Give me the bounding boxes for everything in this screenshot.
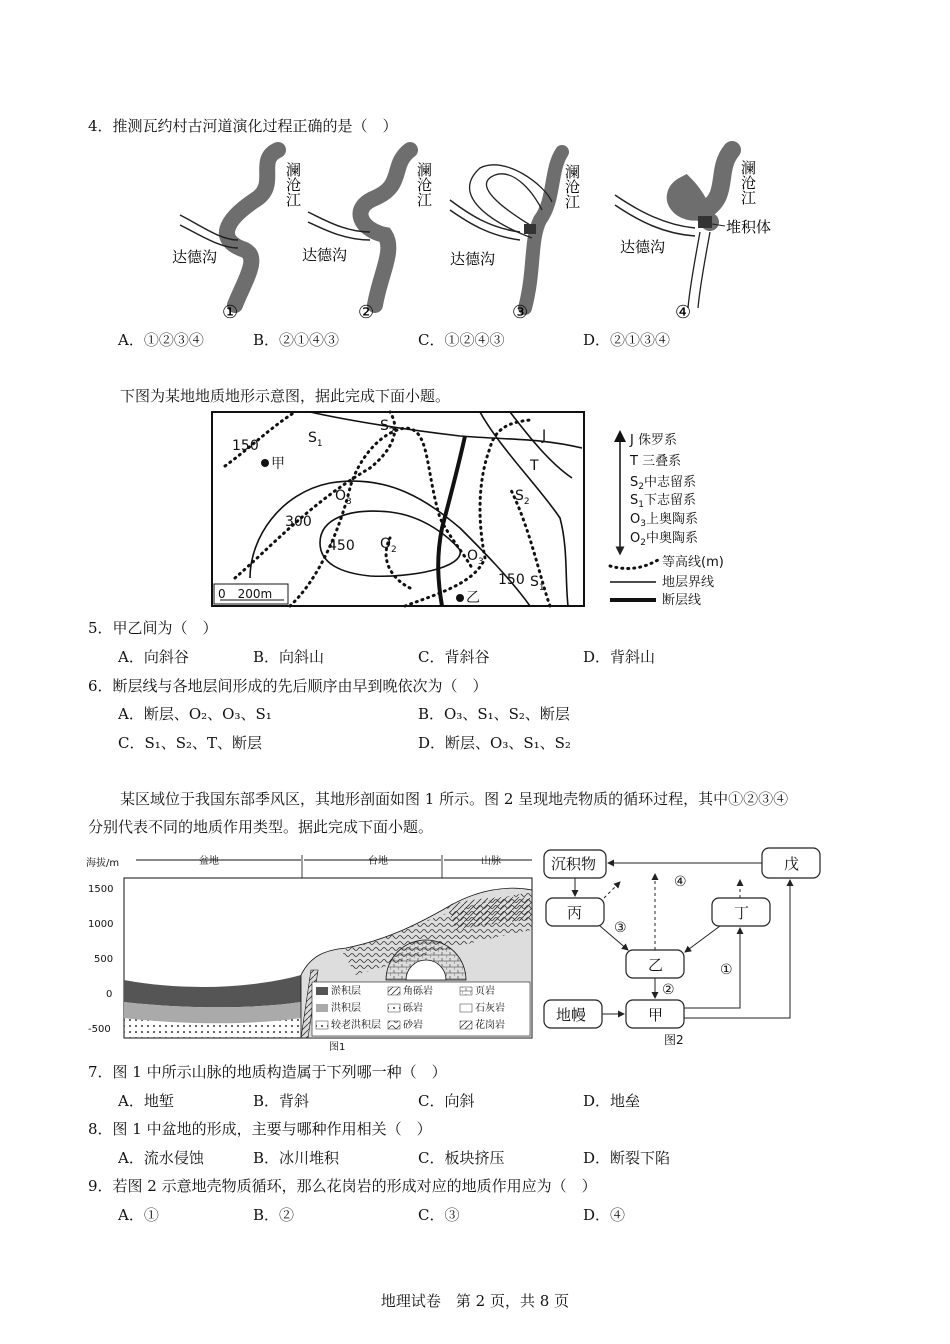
process-2: ② xyxy=(662,982,675,998)
panel-3 xyxy=(450,152,581,323)
point-jia: 甲 xyxy=(271,456,285,472)
q4-option-c[interactable]: C．①②④③ xyxy=(418,331,505,349)
q8-option-d[interactable]: D．断裂下陷 xyxy=(583,1149,671,1167)
svg-text:S2: $S_2$ xyxy=(380,418,395,437)
process-4: ④ xyxy=(674,874,687,890)
svg-text:0: 0 xyxy=(106,989,113,1000)
node-jia: 甲 xyxy=(648,1006,664,1024)
question-8-stem: 8．图 1 中盆地的形成，主要与哪种作用相关（ ） xyxy=(88,1120,432,1138)
panel-num-1: ① xyxy=(222,302,239,323)
svg-text:石灰岩: 石灰岩 xyxy=(475,1003,505,1014)
q7-option-a[interactable]: A．地堑 xyxy=(118,1092,174,1110)
svg-text:S1: $S_1$ xyxy=(308,430,323,449)
question-9-stem: 9．若图 2 示意地壳物质循环，那么花岗岩的形成对应的地质作用应为（ ） xyxy=(88,1177,597,1195)
svg-text:砂岩: 砂岩 xyxy=(403,1020,423,1031)
q5-option-d[interactable]: D．背斜山 xyxy=(583,648,656,666)
q4-option-a[interactable]: A．①②③④ xyxy=(118,331,204,349)
figure-2-rock-cycle xyxy=(540,846,830,1051)
svg-text:J: J xyxy=(542,428,547,444)
panel-1 xyxy=(172,150,302,323)
q8-option-b[interactable]: B．冰川堆积 xyxy=(253,1149,340,1167)
q7-option-c[interactable]: C．向斜 xyxy=(418,1092,475,1110)
svg-text:S2: $S_2$ xyxy=(515,488,530,507)
legend-fault: 断层线 xyxy=(662,593,702,608)
svg-text:J 侏罗系: J 侏罗系 xyxy=(630,433,677,448)
contour-300: 300 xyxy=(285,514,312,530)
stream-label-2: 达德沟 xyxy=(302,246,348,264)
page-footer: 地理试卷 第 2 页，共 8 页 xyxy=(380,1292,570,1310)
q5-option-c[interactable]: C．背斜谷 xyxy=(418,648,490,666)
node-sediment: 沉积物 xyxy=(551,855,597,873)
q8-option-c[interactable]: C．板块挤压 xyxy=(418,1149,505,1167)
q8-option-a[interactable]: A．流水侵蚀 xyxy=(118,1149,204,1167)
fig2-caption: 图2 xyxy=(664,1033,684,1047)
question-5-stem: 5．甲乙间为（ ） xyxy=(88,619,218,637)
svg-text:洪积层: 洪积层 xyxy=(331,1003,361,1014)
q6-option-c[interactable]: C．S₁、S₂、T、断层 xyxy=(118,734,263,752)
panel-4 xyxy=(615,150,771,323)
region-intro-line2: 分别代表不同的地质作用类型。据此完成下面小题。 xyxy=(88,818,434,836)
svg-text:500: 500 xyxy=(94,954,114,965)
question-4-stem: 4．推测瓦约村古河道演化过程正确的是（ ） xyxy=(88,117,398,135)
q6-option-b[interactable]: B．O₃、S₁、S₂、断层 xyxy=(418,705,570,723)
geology-intro: 下图为某地地质地形示意图，据此完成下面小题。 xyxy=(120,387,451,405)
svg-text:T: T xyxy=(530,458,539,474)
q9-option-c[interactable]: C．③ xyxy=(418,1206,460,1224)
process-3: ③ xyxy=(614,920,627,936)
panel-num-4: ④ xyxy=(675,302,692,323)
point-yi: 乙 xyxy=(466,590,480,606)
node-bing: 丙 xyxy=(567,904,583,922)
svg-text:-500: -500 xyxy=(88,1024,111,1035)
svg-text:O2中奥陶系: $O_2$中奥陶系 xyxy=(630,531,698,548)
legend-contour: 等高线(m) xyxy=(662,555,724,570)
svg-text:角砾岩: 角砾岩 xyxy=(403,986,433,997)
zone-basin: 盆地 xyxy=(199,856,219,867)
svg-text:T 三叠系: T 三叠系 xyxy=(630,454,682,469)
svg-text:1500: 1500 xyxy=(88,884,114,895)
q9-option-b[interactable]: B．② xyxy=(253,1206,295,1224)
fig1-caption: 图1 xyxy=(329,1042,346,1053)
q9-option-a[interactable]: A．① xyxy=(118,1206,159,1224)
svg-text:O3: $O_3$ xyxy=(467,548,484,567)
river-label-2: 澜沧江 xyxy=(415,162,433,207)
deposit-label: 堆积体 xyxy=(726,218,772,236)
q4-option-b[interactable]: B．②①④③ xyxy=(253,331,340,349)
svg-text:花岗岩: 花岗岩 xyxy=(475,1020,505,1031)
process-1: ① xyxy=(720,962,733,978)
q9-option-d[interactable]: D．④ xyxy=(583,1206,626,1224)
question-7-stem: 7．图 1 中所示山脉的地质构造属于下列哪一种（ ） xyxy=(88,1063,447,1081)
stream-label-4: 达德沟 xyxy=(620,238,666,256)
river-label-1: 澜沧江 xyxy=(284,162,302,207)
region-intro-line1: 某区域位于我国东部季风区，其地形剖面如图 1 所示。图 2 呈现地壳物质的循环过程，其中①②③④ xyxy=(120,790,789,808)
svg-text:1000: 1000 xyxy=(88,919,114,930)
svg-text:S2中志留系: $S_2$中志留系 xyxy=(630,475,697,492)
river-label-3: 澜沧江 xyxy=(563,164,581,209)
river-label-4: 澜沧江 xyxy=(739,160,757,205)
q5-option-a[interactable]: A．向斜谷 xyxy=(118,648,189,666)
question-6-stem: 6．断层线与各地层间形成的先后顺序由早到晚依次为（ ） xyxy=(88,677,488,695)
panel-num-2: ② xyxy=(358,302,375,323)
fig1-ylabel: 海拔/m xyxy=(86,858,120,869)
node-wu: 戊 xyxy=(784,855,800,873)
svg-text:O3上奥陶系: $O_3$上奥陶系 xyxy=(630,512,698,529)
legend-boundary: 地层界线 xyxy=(662,575,715,590)
zone-mountain: 山脉 xyxy=(481,856,501,867)
node-yi: 乙 xyxy=(648,956,664,974)
panel-2 xyxy=(302,150,433,323)
q7-option-b[interactable]: B．背斜 xyxy=(253,1092,310,1110)
geology-map xyxy=(210,408,730,610)
node-ding: 丁 xyxy=(734,904,750,922)
stream-label-1: 达德沟 xyxy=(172,248,218,266)
contour-150-b: 150 xyxy=(498,572,525,588)
svg-text:O2: $O_2$ xyxy=(380,536,397,555)
node-mantle: 地幔 xyxy=(556,1006,587,1024)
svg-text:O3: $O_3$ xyxy=(335,488,352,507)
river-evolution-figure xyxy=(160,140,800,325)
contour-450: 450 xyxy=(328,538,355,554)
figure-1-profile xyxy=(86,850,536,1055)
zone-plateau: 台地 xyxy=(368,856,388,867)
svg-text:页岩: 页岩 xyxy=(475,986,495,997)
contour-150-a: 150 xyxy=(232,438,259,454)
q5-option-b[interactable]: B．向斜山 xyxy=(253,648,325,666)
svg-text:淤积层: 淤积层 xyxy=(331,986,361,997)
scale-bar: 0 200m xyxy=(218,587,273,601)
q6-option-d[interactable]: D．断层、O₃、S₁、S₂ xyxy=(418,734,571,752)
svg-text:S1下志留系: $S_1$下志留系 xyxy=(630,493,697,510)
q4-option-d[interactable]: D．②①③④ xyxy=(583,331,671,349)
svg-text:较老洪积层: 较老洪积层 xyxy=(331,1020,381,1031)
stream-label-3: 达德沟 xyxy=(450,250,496,268)
q6-option-a[interactable]: A．断层、O₂、O₃、S₁ xyxy=(118,705,272,723)
panel-num-3: ③ xyxy=(512,302,529,323)
svg-text:S1: $S_1$ xyxy=(530,574,545,593)
q7-option-d[interactable]: D．地垒 xyxy=(583,1092,641,1110)
svg-text:砾岩: 砾岩 xyxy=(403,1003,423,1014)
